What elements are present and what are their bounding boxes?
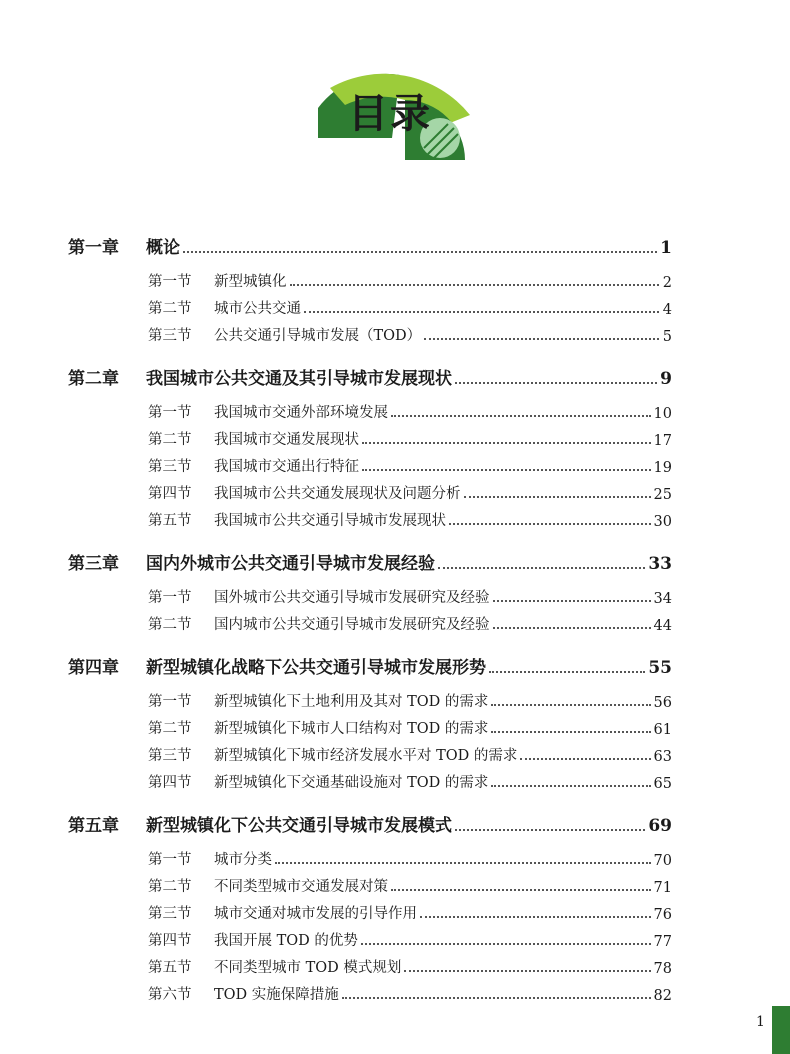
leader-dots	[183, 251, 657, 253]
leader-dots	[424, 338, 659, 340]
chapter-title: 国内外城市公共交通引导城市发展经验	[146, 554, 435, 574]
section-title: 新型城镇化下城市经济发展水平对 TOD 的需求	[214, 748, 518, 764]
section-title: TOD 实施保障措施	[214, 987, 339, 1003]
section-title: 我国城市交通出行特征	[214, 459, 359, 475]
leader-dots	[491, 731, 650, 733]
section-title: 城市公共交通	[214, 301, 301, 317]
section-page: 65	[653, 776, 672, 792]
toc-title: 目录	[348, 91, 432, 137]
section-page: 78	[653, 961, 672, 977]
section-number: 第三节	[148, 459, 192, 475]
section-number: 第一节	[148, 590, 192, 606]
section-number: 第一节	[148, 274, 192, 290]
section-number: 第六节	[148, 987, 192, 1003]
chapter-title: 新型城镇化战略下公共交通引导城市发展形势	[146, 658, 486, 678]
section-entry[interactable]	[148, 765, 672, 792]
chapter-number: 第一章	[68, 238, 119, 258]
section-number: 第四节	[148, 775, 192, 791]
section-page: 30	[653, 514, 672, 530]
leader-dots	[455, 382, 657, 384]
leader-dots	[342, 997, 651, 999]
section-page: 70	[653, 853, 672, 869]
chapter-page: 9	[660, 369, 672, 389]
leader-dots	[275, 862, 651, 864]
chapter-entry[interactable]	[68, 806, 672, 836]
chapter-title: 新型城镇化下公共交通引导城市发展模式	[146, 816, 452, 836]
leader-dots	[520, 758, 650, 760]
section-entry[interactable]	[148, 977, 672, 1004]
section-title: 城市分类	[214, 852, 272, 868]
section-number: 第二节	[148, 617, 192, 633]
section-list	[148, 684, 672, 792]
leader-dots	[489, 671, 645, 673]
section-page: 76	[653, 907, 672, 923]
section-page: 34	[653, 591, 672, 607]
chapter-entry[interactable]	[68, 648, 672, 678]
leader-dots	[362, 469, 651, 471]
chapter-number: 第四章	[68, 658, 119, 678]
leader-dots	[464, 496, 651, 498]
section-title: 不同类型城市交通发展对策	[214, 879, 388, 895]
section-title: 公共交通引导城市发展（TOD）	[214, 328, 422, 344]
section-list	[148, 395, 672, 530]
section-page: 5	[662, 329, 672, 345]
chapter-title: 我国城市公共交通及其引导城市发展现状	[146, 369, 452, 389]
section-page: 10	[653, 406, 672, 422]
section-entry[interactable]	[148, 950, 672, 977]
section-list	[148, 580, 672, 634]
chapter-entry[interactable]	[68, 359, 672, 389]
section-page: 77	[653, 934, 672, 950]
section-page: 25	[653, 487, 672, 503]
section-title: 我国城市交通外部环境发展	[214, 405, 388, 421]
section-page: 61	[653, 722, 672, 738]
section-title: 国内城市公共交通引导城市发展研究及经验	[214, 617, 490, 633]
section-number: 第二节	[148, 301, 192, 317]
section-page: 19	[653, 460, 672, 476]
leader-dots	[361, 943, 651, 945]
section-entry[interactable]	[148, 291, 672, 318]
leader-dots	[438, 567, 645, 569]
section-title: 我国城市公共交通发展现状及问题分析	[214, 486, 461, 502]
section-page: 4	[662, 302, 672, 318]
section-entry[interactable]	[148, 449, 672, 476]
section-page: 17	[653, 433, 672, 449]
section-title: 我国开展 TOD 的优势	[214, 933, 358, 949]
section-list	[148, 842, 672, 1004]
chapter-page: 69	[648, 816, 672, 836]
section-title: 新型城镇化下交通基础设施对 TOD 的需求	[214, 775, 489, 791]
chapter-entry[interactable]	[68, 228, 672, 258]
section-title: 新型城镇化	[214, 274, 287, 290]
section-number: 第二节	[148, 432, 192, 448]
section-number: 第一节	[148, 405, 192, 421]
section-number: 第二节	[148, 721, 192, 737]
section-title: 新型城镇化下土地利用及其对 TOD 的需求	[214, 694, 489, 710]
chapter-title: 概论	[146, 238, 180, 258]
section-entry[interactable]	[148, 422, 672, 449]
leader-dots	[449, 523, 651, 525]
section-title: 国外城市公共交通引导城市发展研究及经验	[214, 590, 490, 606]
section-number: 第一节	[148, 852, 192, 868]
chapter-number: 第五章	[68, 816, 119, 836]
section-entry[interactable]	[148, 607, 672, 634]
section-entry[interactable]	[148, 476, 672, 503]
section-title: 不同类型城市 TOD 模式规划	[214, 960, 402, 976]
leader-dots	[420, 916, 651, 918]
leader-dots	[491, 704, 650, 706]
section-number: 第四节	[148, 933, 192, 949]
chapter-number: 第三章	[68, 554, 119, 574]
chapter-number: 第二章	[68, 369, 119, 389]
section-number: 第二节	[148, 879, 192, 895]
section-number: 第三节	[148, 906, 192, 922]
section-number: 第四节	[148, 486, 192, 502]
section-title: 我国城市公共交通引导城市发展现状	[214, 513, 446, 529]
section-entry[interactable]	[148, 503, 672, 530]
section-list	[148, 264, 672, 345]
leader-dots	[391, 415, 651, 417]
leader-dots	[491, 785, 650, 787]
section-entry[interactable]	[148, 264, 672, 291]
section-entry[interactable]	[148, 869, 672, 896]
section-page: 44	[653, 618, 672, 634]
section-entry[interactable]	[148, 923, 672, 950]
leader-dots	[290, 284, 660, 286]
section-page: 71	[653, 880, 672, 896]
section-number: 第五节	[148, 960, 192, 976]
leader-dots	[362, 442, 651, 444]
section-title: 城市交通对城市发展的引导作用	[214, 906, 417, 922]
section-entry[interactable]	[148, 395, 672, 422]
chapter-page: 33	[648, 554, 672, 574]
section-entry[interactable]	[148, 580, 672, 607]
section-number: 第三节	[148, 748, 192, 764]
section-entry[interactable]	[148, 896, 672, 923]
leader-dots	[493, 627, 651, 629]
leader-dots	[391, 889, 651, 891]
chapter-page: 1	[660, 238, 672, 258]
section-title: 新型城镇化下城市人口结构对 TOD 的需求	[214, 721, 489, 737]
section-page: 56	[653, 695, 672, 711]
corner-tab	[772, 1006, 790, 1054]
page-number: 1	[756, 1014, 765, 1030]
section-entry[interactable]	[148, 711, 672, 738]
section-number: 第五节	[148, 513, 192, 529]
leader-dots	[455, 829, 645, 831]
section-number: 第三节	[148, 328, 192, 344]
section-entry[interactable]	[148, 738, 672, 765]
section-entry[interactable]	[148, 318, 672, 345]
leader-dots	[493, 600, 651, 602]
section-entry[interactable]	[148, 842, 672, 869]
section-title: 我国城市交通发展现状	[214, 432, 359, 448]
section-page: 63	[653, 749, 672, 765]
section-page: 2	[662, 275, 672, 291]
section-entry[interactable]	[148, 684, 672, 711]
section-number: 第一节	[148, 694, 192, 710]
leader-dots	[404, 970, 650, 972]
chapter-page: 55	[648, 658, 672, 678]
section-page: 82	[653, 988, 672, 1004]
chapter-entry[interactable]	[68, 544, 672, 574]
table-of-contents	[68, 228, 672, 1018]
leader-dots	[304, 311, 659, 313]
